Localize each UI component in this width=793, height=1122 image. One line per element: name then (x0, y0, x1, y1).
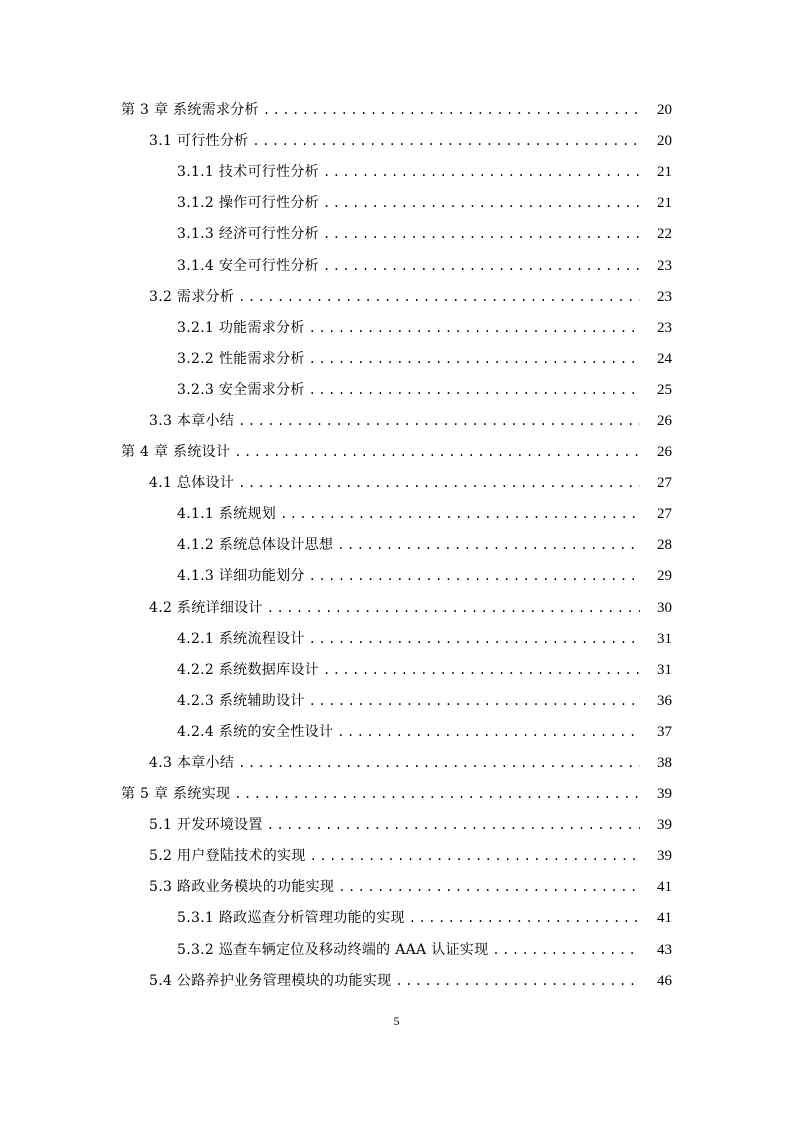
toc-leader-dots (492, 935, 640, 966)
toc-leader-dots (263, 95, 640, 126)
toc-entry[interactable] (0, 872, 793, 903)
toc-entry-title: 第 4 章 系统设计 (121, 444, 231, 461)
toc-entry-page: 39 (657, 817, 672, 834)
toc-leader-dots (309, 561, 640, 592)
toc-leader-dots (395, 966, 640, 997)
toc-entry-title: 3.2.1 功能需求分析 (177, 319, 305, 336)
toc-entry-title: 第 5 章 系统实现 (121, 786, 231, 803)
toc-entry-page: 37 (657, 723, 672, 740)
toc-entry-page: 24 (657, 350, 672, 367)
toc-entry-page: 26 (657, 444, 672, 461)
toc-entry-title: 3.1.1 技术可行性分析 (177, 164, 319, 181)
toc-leader-dots (267, 593, 640, 624)
toc-entry-page: 46 (657, 972, 672, 989)
toc-entry-title: 4.2.3 系统辅助设计 (177, 692, 305, 709)
toc-entry-title: 3.2.3 安全需求分析 (177, 381, 305, 398)
toc-entry-title: 5.2 用户登陆技术的实现 (149, 848, 306, 865)
toc-entry-title: 5.3.1 路政巡查分析管理功能的实现 (177, 910, 405, 927)
toc-leader-dots (337, 717, 640, 748)
toc-entry[interactable] (0, 779, 793, 810)
toc-entry[interactable] (0, 250, 793, 281)
toc-entry-page: 27 (657, 506, 672, 523)
toc-leader-dots (309, 313, 640, 344)
toc-entry-title: 第 3 章 系统需求分析 (121, 102, 259, 119)
toc-entry[interactable] (0, 282, 793, 313)
toc-entry[interactable] (0, 717, 793, 748)
toc-leader-dots (323, 655, 640, 686)
toc-entry-page: 31 (657, 661, 672, 678)
toc-leader-dots (323, 188, 640, 219)
toc-entry-page: 21 (657, 195, 672, 212)
toc-entry[interactable] (0, 468, 793, 499)
toc-leader-dots (338, 872, 640, 903)
toc-entry[interactable] (0, 810, 793, 841)
toc-entry-page: 43 (657, 941, 672, 958)
toc-entry-title: 3.1.3 经济可行性分析 (177, 226, 319, 243)
toc-entry-title: 4.3 本章小结 (149, 755, 235, 772)
toc-leader-dots (267, 810, 640, 841)
toc-entry-title: 3.3 本章小结 (149, 412, 235, 429)
toc-entry[interactable] (0, 593, 793, 624)
toc-entry-page: 36 (657, 692, 672, 709)
toc-entry-page: 39 (657, 848, 672, 865)
toc-entry[interactable] (0, 499, 793, 530)
toc-leader-dots (309, 375, 640, 406)
toc-entry-title: 4.1 总体设计 (149, 475, 235, 492)
toc-entry[interactable] (0, 95, 793, 126)
toc-entry[interactable] (0, 344, 793, 375)
toc-entry-page: 38 (657, 755, 672, 772)
toc-entry[interactable] (0, 748, 793, 779)
toc-leader-dots (337, 530, 640, 561)
toc-leader-dots (309, 344, 640, 375)
toc-entry[interactable] (0, 655, 793, 686)
toc-leader-dots (323, 157, 640, 188)
toc-entry[interactable] (0, 903, 793, 934)
toc-entry-title: 3.1.4 安全可行性分析 (177, 257, 319, 274)
toc-leader-dots (309, 624, 640, 655)
toc-entry[interactable] (0, 406, 793, 437)
toc-leader-dots (238, 748, 640, 779)
toc-entry-page: 39 (657, 786, 672, 803)
toc-entry-page: 28 (657, 537, 672, 554)
toc-entry-title: 5.3 路政业务模块的功能实现 (149, 879, 335, 896)
toc-entry-title: 4.2.4 系统的安全性设计 (177, 723, 334, 740)
toc-entry-page: 41 (657, 910, 672, 927)
toc-entry[interactable] (0, 126, 793, 157)
toc-entry-page: 20 (657, 102, 672, 119)
table-of-contents (0, 95, 793, 997)
toc-entry[interactable] (0, 530, 793, 561)
toc-leader-dots (252, 126, 640, 157)
toc-entry-page: 23 (657, 319, 672, 336)
toc-entry-title: 3.1 可行性分析 (149, 133, 249, 150)
toc-entry[interactable] (0, 841, 793, 872)
toc-entry-page: 26 (657, 412, 672, 429)
toc-entry-page: 29 (657, 568, 672, 585)
toc-leader-dots (323, 251, 640, 282)
toc-leader-dots (310, 841, 640, 872)
toc-entry-title: 5.4 公路养护业务管理模块的功能实现 (149, 972, 392, 989)
toc-entry[interactable] (0, 935, 793, 966)
toc-entry-page: 23 (657, 288, 672, 305)
toc-entry[interactable] (0, 375, 793, 406)
toc-entry-title: 4.2.2 系统数据库设计 (177, 661, 319, 678)
toc-entry-title: 3.2 需求分析 (149, 288, 235, 305)
toc-leader-dots (238, 282, 640, 313)
toc-entry[interactable] (0, 624, 793, 655)
toc-entry-page: 41 (657, 879, 672, 896)
toc-entry[interactable] (0, 561, 793, 592)
toc-entry-title: 4.1.3 详细功能划分 (177, 568, 305, 585)
toc-entry[interactable] (0, 157, 793, 188)
toc-entry-title: 4.2.1 系统流程设计 (177, 630, 305, 647)
toc-leader-dots (323, 219, 640, 250)
toc-entry-page: 30 (657, 599, 672, 616)
toc-entry[interactable] (0, 188, 793, 219)
toc-entry-page: 23 (657, 257, 672, 274)
toc-leader-dots (409, 903, 640, 934)
toc-entry-title: 3.2.2 性能需求分析 (177, 350, 305, 367)
toc-entry-title: 4.2 系统详细设计 (149, 599, 263, 616)
toc-leader-dots (234, 779, 640, 810)
page-number: 5 (393, 1014, 400, 1028)
toc-entry[interactable] (0, 437, 793, 468)
toc-entry-title: 4.1.1 系统规划 (177, 506, 277, 523)
toc-leader-dots (238, 406, 640, 437)
toc-entry-page: 27 (657, 475, 672, 492)
toc-entry-page: 25 (657, 381, 672, 398)
toc-entry-page: 31 (657, 630, 672, 647)
toc-entry[interactable] (0, 966, 793, 997)
toc-leader-dots (280, 499, 640, 530)
toc-entry-title: 3.1.2 操作可行性分析 (177, 195, 319, 212)
toc-entry[interactable] (0, 313, 793, 344)
toc-entry-title: 4.1.2 系统总体设计思想 (177, 537, 334, 554)
toc-entry-page: 22 (657, 226, 672, 243)
toc-entry-page: 20 (657, 133, 672, 150)
toc-entry[interactable] (0, 686, 793, 717)
toc-entry-title: 5.3.2 巡查车辆定位及移动终端的 AAA 认证实现 (177, 941, 489, 958)
toc-entry[interactable] (0, 219, 793, 250)
toc-leader-dots (238, 468, 640, 499)
toc-leader-dots (234, 437, 640, 468)
toc-entry-title: 5.1 开发环境设置 (149, 817, 263, 834)
toc-leader-dots (309, 686, 640, 717)
toc-entry-page: 21 (657, 164, 672, 181)
